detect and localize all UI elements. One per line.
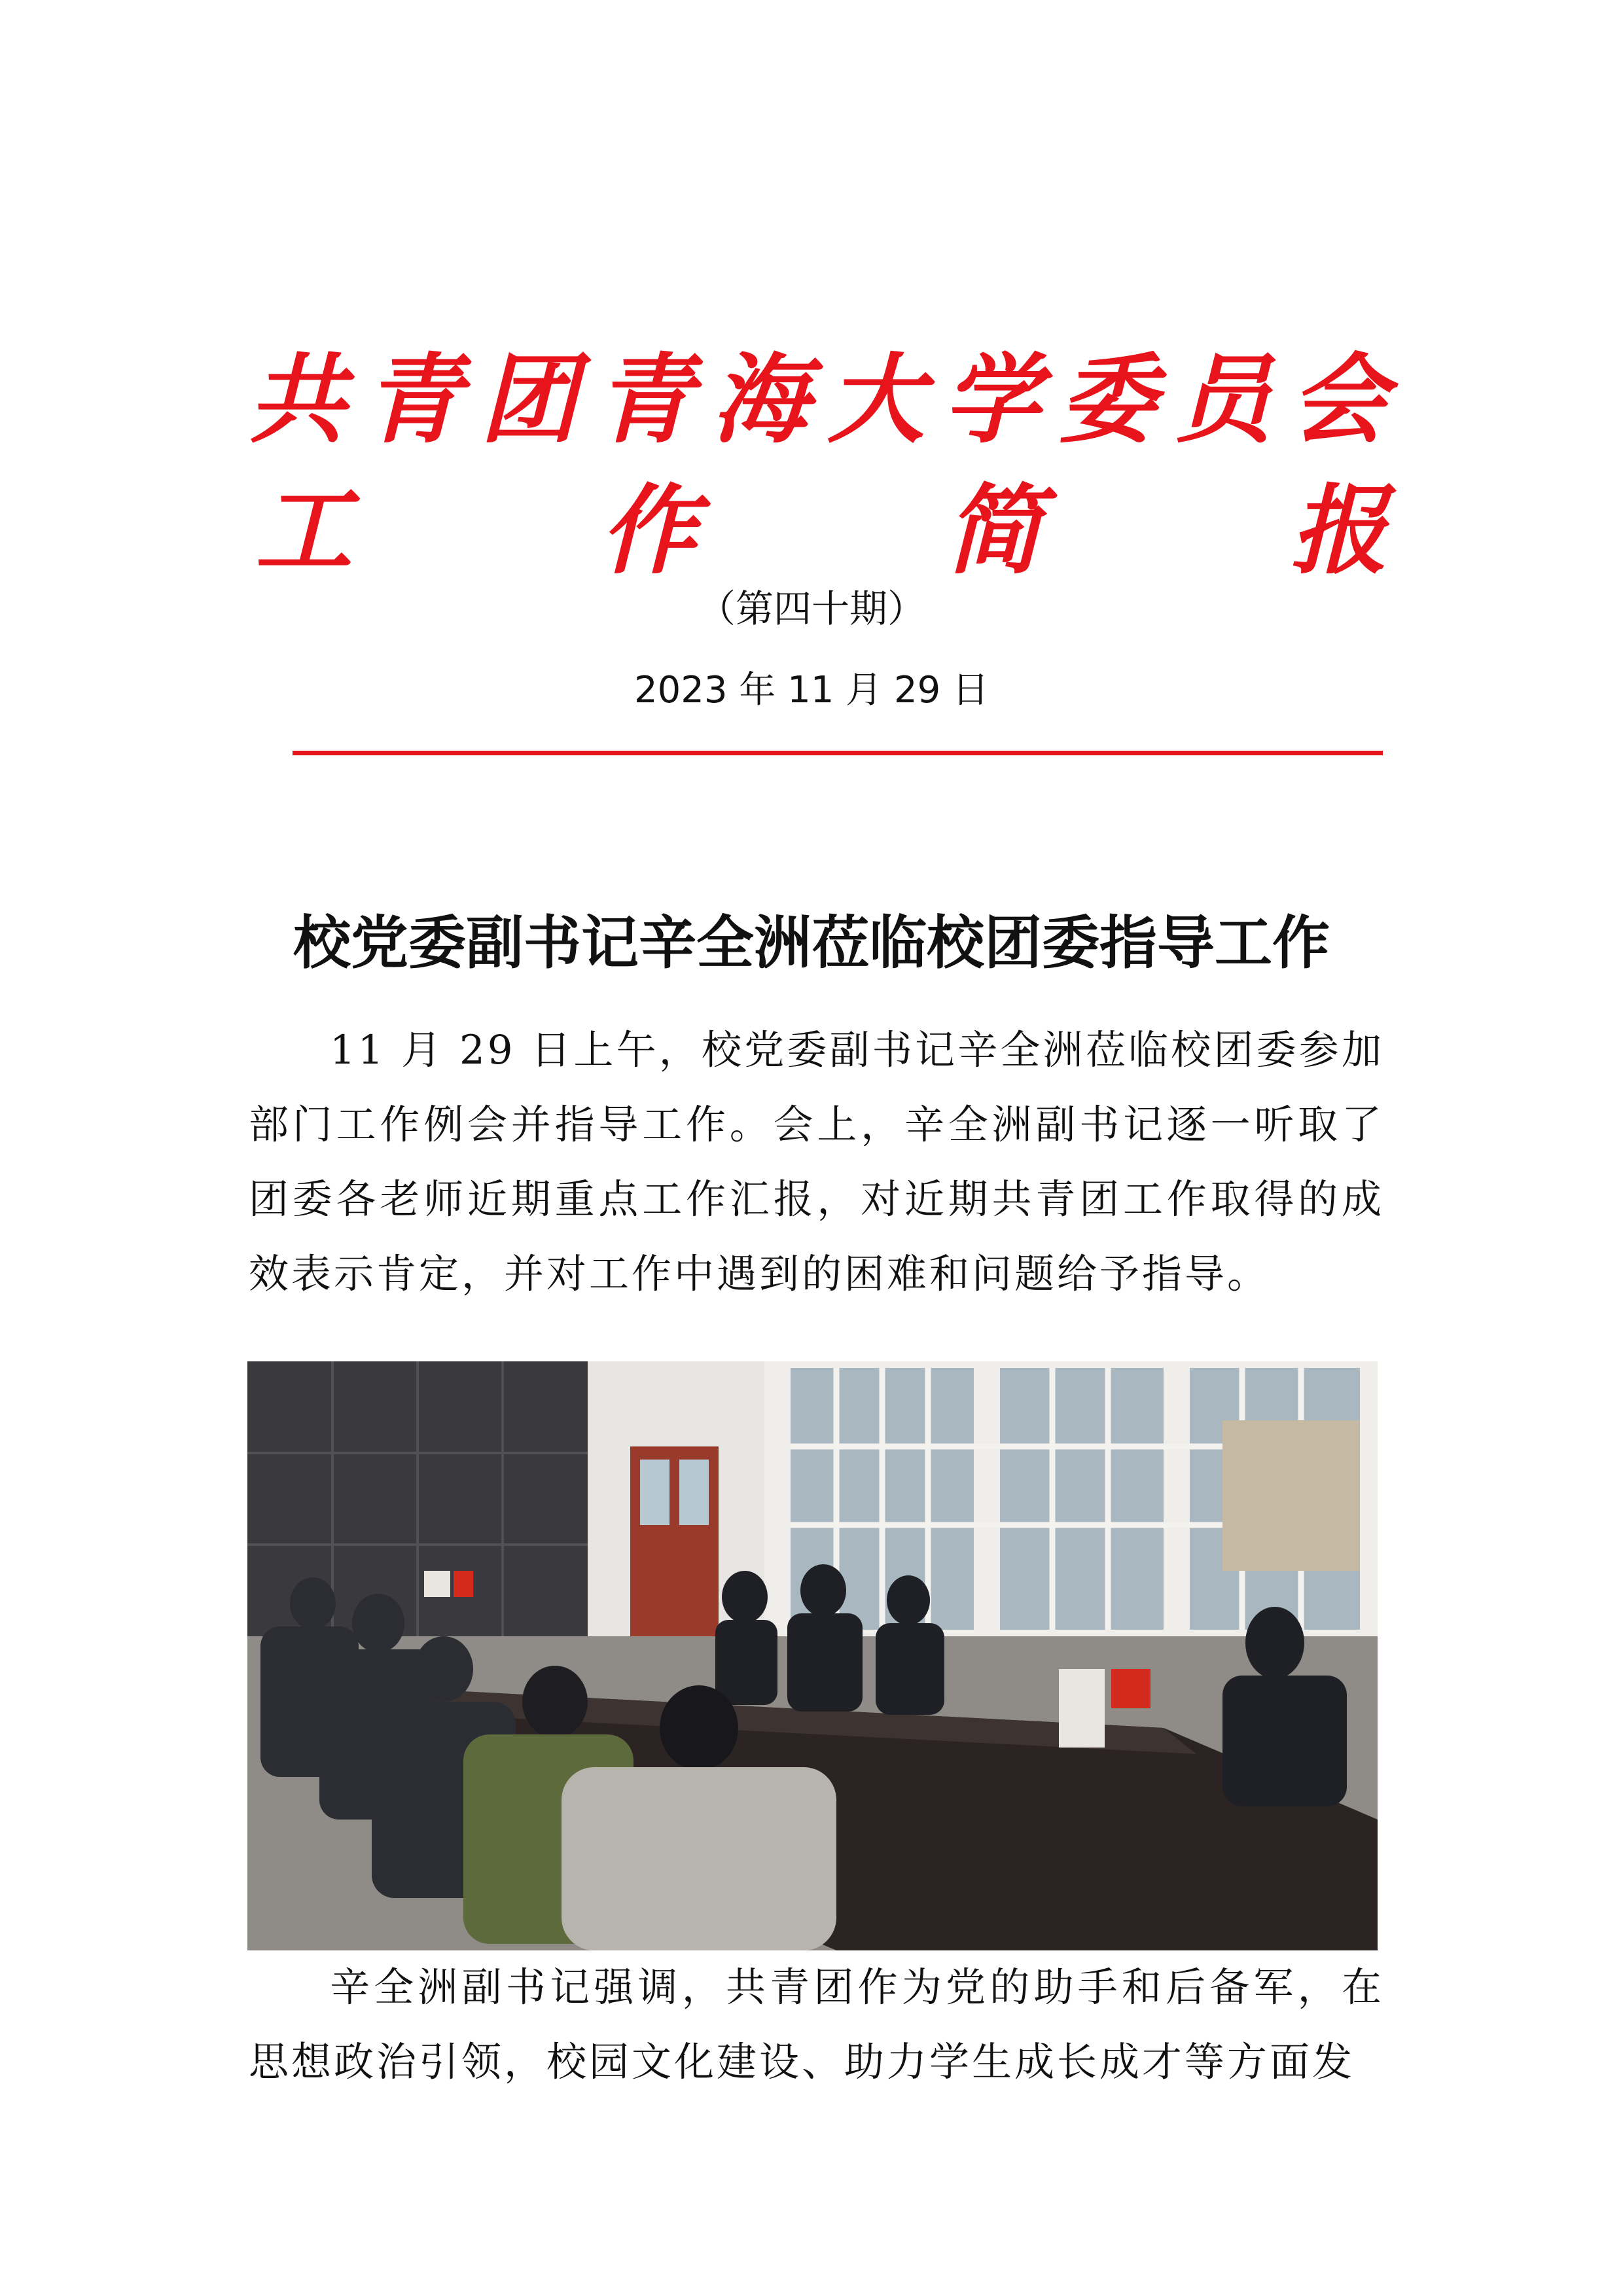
masthead-char: 青 [364, 342, 461, 456]
masthead-char: 工 [255, 473, 352, 587]
publication-date: 2023 年 11 月 29 日 [633, 669, 990, 711]
article-paragraph: 辛全洲副书记强调，共青团作为党的助手和后备军，在思想政治引领，校园文化建设、助力学生成长成才等方面发 [249, 1964, 1384, 2085]
masthead-char: 青 [596, 342, 693, 456]
issue-number: （第四十期） [697, 586, 925, 631]
masthead-char: 员 [1175, 342, 1272, 456]
masthead-title-line2 [255, 471, 1387, 589]
masthead-char: 大 [827, 342, 925, 456]
article-headline: 校党委副书记辛全洲莅临校团委指导工作 [293, 908, 1330, 977]
masthead-char: 海 [711, 342, 809, 456]
masthead-char: 报 [1290, 473, 1387, 587]
masthead-char: 团 [480, 342, 577, 456]
masthead-title-line1 [249, 340, 1387, 458]
meeting-photo [247, 1361, 1378, 1950]
masthead-char: 学 [943, 342, 1041, 456]
masthead-char: 委 [1059, 342, 1156, 456]
masthead-char: 会 [1290, 342, 1387, 456]
masthead-char: 作 [600, 473, 698, 587]
masthead-char: 共 [249, 342, 346, 456]
masthead-char: 简 [945, 473, 1043, 587]
header-divider [293, 751, 1383, 755]
article-paragraph: 11 月 29 日上午，校党委副书记辛全洲莅临校团委参加部门工作例会并指导工作。会上，辛全洲副书记逐一听取了团委各老师近期重点工作汇报，对近期共青团工作取得的成效表示肯定，并对工作中遇到的困难和问题给予指导。 [249, 1027, 1384, 1297]
